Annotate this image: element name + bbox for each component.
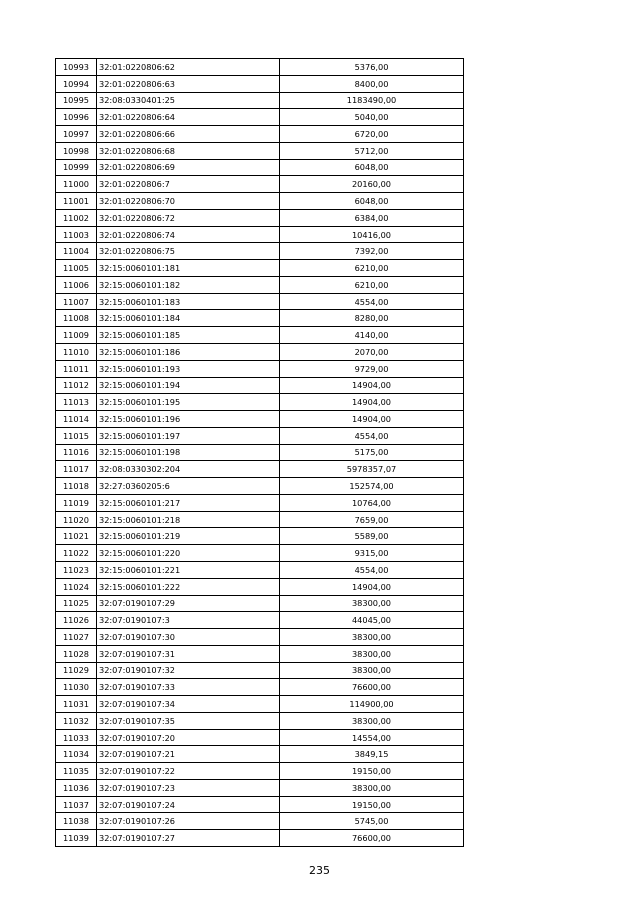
cadastral-value-cell: 6210,00 [280,260,464,277]
cadastral-number-cell: 32:15:0060101:198 [97,444,280,461]
table-row [56,494,464,511]
cadastral-number-cell: 32:01:0220806:69 [97,159,280,176]
cadastral-number-cell: 32:07:0190107:31 [97,645,280,662]
row-number-cell: 11011 [56,360,97,377]
table-row [56,427,464,444]
row-number-cell: 11023 [56,561,97,578]
cadastral-number-cell: 32:27:0360205:6 [97,478,280,495]
cadastral-number-cell: 32:15:0060101:197 [97,427,280,444]
cadastral-value-cell: 14904,00 [280,394,464,411]
table-row [56,310,464,327]
cadastral-number-cell: 32:01:0220806:7 [97,176,280,193]
table-row [56,561,464,578]
row-number-cell: 11036 [56,779,97,796]
table-row [56,142,464,159]
table-row [56,159,464,176]
row-number-cell: 11002 [56,209,97,226]
table-row [56,830,464,847]
cadastral-value-cell: 6720,00 [280,126,464,143]
cadastral-number-cell: 32:15:0060101:193 [97,360,280,377]
cadastral-value-cell: 19150,00 [280,796,464,813]
row-number-cell: 11018 [56,478,97,495]
cadastral-number-cell: 32:07:0190107:33 [97,679,280,696]
cadastral-number-cell: 32:15:0060101:186 [97,344,280,361]
cadastral-value-cell: 14904,00 [280,411,464,428]
table-row [56,729,464,746]
row-number-cell: 11017 [56,461,97,478]
row-number-cell: 11035 [56,763,97,780]
row-number-cell: 11012 [56,377,97,394]
table-row [56,763,464,780]
cadastral-value-table [55,58,464,847]
cadastral-value-cell: 6048,00 [280,159,464,176]
cadastral-number-cell: 32:07:0190107:29 [97,595,280,612]
table-row [56,645,464,662]
row-number-cell: 11039 [56,830,97,847]
row-number-cell: 11026 [56,612,97,629]
table-row [56,327,464,344]
table-row [56,126,464,143]
cadastral-number-cell: 32:15:0060101:196 [97,411,280,428]
cadastral-number-cell: 32:07:0190107:26 [97,813,280,830]
cadastral-number-cell: 32:07:0190107:23 [97,779,280,796]
table-row [56,176,464,193]
table-row [56,243,464,260]
table-row [56,209,464,226]
cadastral-value-cell: 9315,00 [280,545,464,562]
cadastral-value-cell: 76600,00 [280,830,464,847]
cadastral-number-cell: 32:07:0190107:21 [97,746,280,763]
cadastral-number-cell: 32:15:0060101:182 [97,276,280,293]
cadastral-value-cell: 1183490,00 [280,92,464,109]
cadastral-number-cell: 32:15:0060101:194 [97,377,280,394]
row-number-cell: 11027 [56,629,97,646]
row-number-cell: 11021 [56,528,97,545]
cadastral-number-cell: 32:15:0060101:184 [97,310,280,327]
row-number-cell: 10996 [56,109,97,126]
cadastral-value-cell: 14554,00 [280,729,464,746]
row-number-cell: 11038 [56,813,97,830]
cadastral-value-cell: 76600,00 [280,679,464,696]
cadastral-number-cell: 32:07:0190107:30 [97,629,280,646]
cadastral-value-cell: 5589,00 [280,528,464,545]
cadastral-value-cell: 5376,00 [280,59,464,76]
row-number-cell: 11014 [56,411,97,428]
row-number-cell: 11034 [56,746,97,763]
cadastral-value-cell: 7659,00 [280,511,464,528]
cadastral-value-cell: 20160,00 [280,176,464,193]
table-row [56,226,464,243]
row-number-cell: 11010 [56,344,97,361]
cadastral-value-cell: 8400,00 [280,75,464,92]
cadastral-value-cell: 5978357,07 [280,461,464,478]
row-number-cell: 11008 [56,310,97,327]
cadastral-value-cell: 6210,00 [280,276,464,293]
row-number-cell: 11031 [56,696,97,713]
table-row [56,444,464,461]
cadastral-value-cell: 7392,00 [280,243,464,260]
row-number-cell: 10993 [56,59,97,76]
cadastral-value-cell: 38300,00 [280,712,464,729]
row-number-cell: 10995 [56,92,97,109]
table-row [56,59,464,76]
cadastral-number-cell: 32:01:0220806:64 [97,109,280,126]
cadastral-number-cell: 32:01:0220806:66 [97,126,280,143]
row-number-cell: 11029 [56,662,97,679]
cadastral-number-cell: 32:07:0190107:27 [97,830,280,847]
table-row [56,578,464,595]
row-number-cell: 10994 [56,75,97,92]
cadastral-number-cell: 32:07:0190107:22 [97,763,280,780]
row-number-cell: 11015 [56,427,97,444]
cadastral-value-cell: 114900,00 [280,696,464,713]
cadastral-value-cell: 152574,00 [280,478,464,495]
table-row [56,612,464,629]
page-number: 235 [309,864,330,877]
table-row [56,377,464,394]
table-row [56,813,464,830]
table-row [56,545,464,562]
table-row [56,360,464,377]
cadastral-value-cell: 4554,00 [280,427,464,444]
cadastral-number-cell: 32:01:0220806:63 [97,75,280,92]
row-number-cell: 10999 [56,159,97,176]
row-number-cell: 11022 [56,545,97,562]
row-number-cell: 11025 [56,595,97,612]
row-number-cell: 11019 [56,494,97,511]
cadastral-value-cell: 4554,00 [280,561,464,578]
table-row [56,746,464,763]
cadastral-number-cell: 32:08:0330401:25 [97,92,280,109]
row-number-cell: 10998 [56,142,97,159]
table-row [56,662,464,679]
table-row [56,461,464,478]
table-row [56,193,464,210]
row-number-cell: 11037 [56,796,97,813]
table-row [56,92,464,109]
cadastral-value-cell: 4554,00 [280,293,464,310]
row-number-cell: 11005 [56,260,97,277]
cadastral-value-cell: 6048,00 [280,193,464,210]
cadastral-value-cell: 38300,00 [280,662,464,679]
row-number-cell: 11016 [56,444,97,461]
cadastral-number-cell: 32:15:0060101:220 [97,545,280,562]
cadastral-value-cell: 44045,00 [280,612,464,629]
cadastral-value-cell: 38300,00 [280,629,464,646]
table-row [56,276,464,293]
cadastral-value-cell: 2070,00 [280,344,464,361]
cadastral-number-cell: 32:01:0220806:68 [97,142,280,159]
cadastral-value-cell: 4140,00 [280,327,464,344]
cadastral-number-cell: 32:15:0060101:221 [97,561,280,578]
table-row [56,394,464,411]
table-row [56,528,464,545]
table-row [56,478,464,495]
row-number-cell: 11009 [56,327,97,344]
table-row [56,712,464,729]
cadastral-number-cell: 32:15:0060101:222 [97,578,280,595]
cadastral-value-cell: 3849,15 [280,746,464,763]
table-row [56,75,464,92]
cadastral-number-cell: 32:15:0060101:183 [97,293,280,310]
table-row [56,411,464,428]
table-row [56,679,464,696]
cadastral-value-cell: 5712,00 [280,142,464,159]
cadastral-number-cell: 32:15:0060101:217 [97,494,280,511]
cadastral-value-cell: 10416,00 [280,226,464,243]
row-number-cell: 11000 [56,176,97,193]
cadastral-value-cell: 14904,00 [280,377,464,394]
cadastral-value-cell: 19150,00 [280,763,464,780]
cadastral-value-cell: 5745,00 [280,813,464,830]
cadastral-value-cell: 38300,00 [280,595,464,612]
table-row [56,696,464,713]
row-number-cell: 11006 [56,276,97,293]
row-number-cell: 11007 [56,293,97,310]
table-row [56,260,464,277]
cadastral-value-cell: 9729,00 [280,360,464,377]
cadastral-value-cell: 10764,00 [280,494,464,511]
row-number-cell: 11013 [56,394,97,411]
table-row [56,595,464,612]
row-number-cell: 11001 [56,193,97,210]
cadastral-number-cell: 32:07:0190107:20 [97,729,280,746]
cadastral-number-cell: 32:15:0060101:181 [97,260,280,277]
table-row [56,629,464,646]
table-row [56,796,464,813]
table-row [56,109,464,126]
cadastral-number-cell: 32:07:0190107:24 [97,796,280,813]
table-row [56,344,464,361]
row-number-cell: 11028 [56,645,97,662]
cadastral-number-cell: 32:15:0060101:185 [97,327,280,344]
cadastral-number-cell: 32:01:0220806:74 [97,226,280,243]
cadastral-number-cell: 32:01:0220806:75 [97,243,280,260]
table-row [56,511,464,528]
row-number-cell: 11032 [56,712,97,729]
cadastral-number-cell: 32:15:0060101:218 [97,511,280,528]
table-row [56,293,464,310]
cadastral-number-cell: 32:01:0220806:72 [97,209,280,226]
row-number-cell: 11004 [56,243,97,260]
row-number-cell: 11020 [56,511,97,528]
cadastral-number-cell: 32:07:0190107:32 [97,662,280,679]
cadastral-number-cell: 32:08:0330302:204 [97,461,280,478]
cadastral-number-cell: 32:07:0190107:35 [97,712,280,729]
cadastral-value-cell: 38300,00 [280,779,464,796]
cadastral-number-cell: 32:15:0060101:219 [97,528,280,545]
cadastral-value-cell: 6384,00 [280,209,464,226]
cadastral-number-cell: 32:07:0190107:34 [97,696,280,713]
cadastral-value-cell: 38300,00 [280,645,464,662]
table-body [56,59,464,847]
cadastral-value-cell: 5040,00 [280,109,464,126]
cadastral-value-cell: 5175,00 [280,444,464,461]
row-number-cell: 11030 [56,679,97,696]
cadastral-value-cell: 8280,00 [280,310,464,327]
cadastral-number-cell: 32:01:0220806:70 [97,193,280,210]
row-number-cell: 11033 [56,729,97,746]
cadastral-value-cell: 14904,00 [280,578,464,595]
row-number-cell: 10997 [56,126,97,143]
cadastral-number-cell: 32:01:0220806:62 [97,59,280,76]
row-number-cell: 11024 [56,578,97,595]
row-number-cell: 11003 [56,226,97,243]
cadastral-number-cell: 32:07:0190107:3 [97,612,280,629]
table-row [56,779,464,796]
cadastral-number-cell: 32:15:0060101:195 [97,394,280,411]
